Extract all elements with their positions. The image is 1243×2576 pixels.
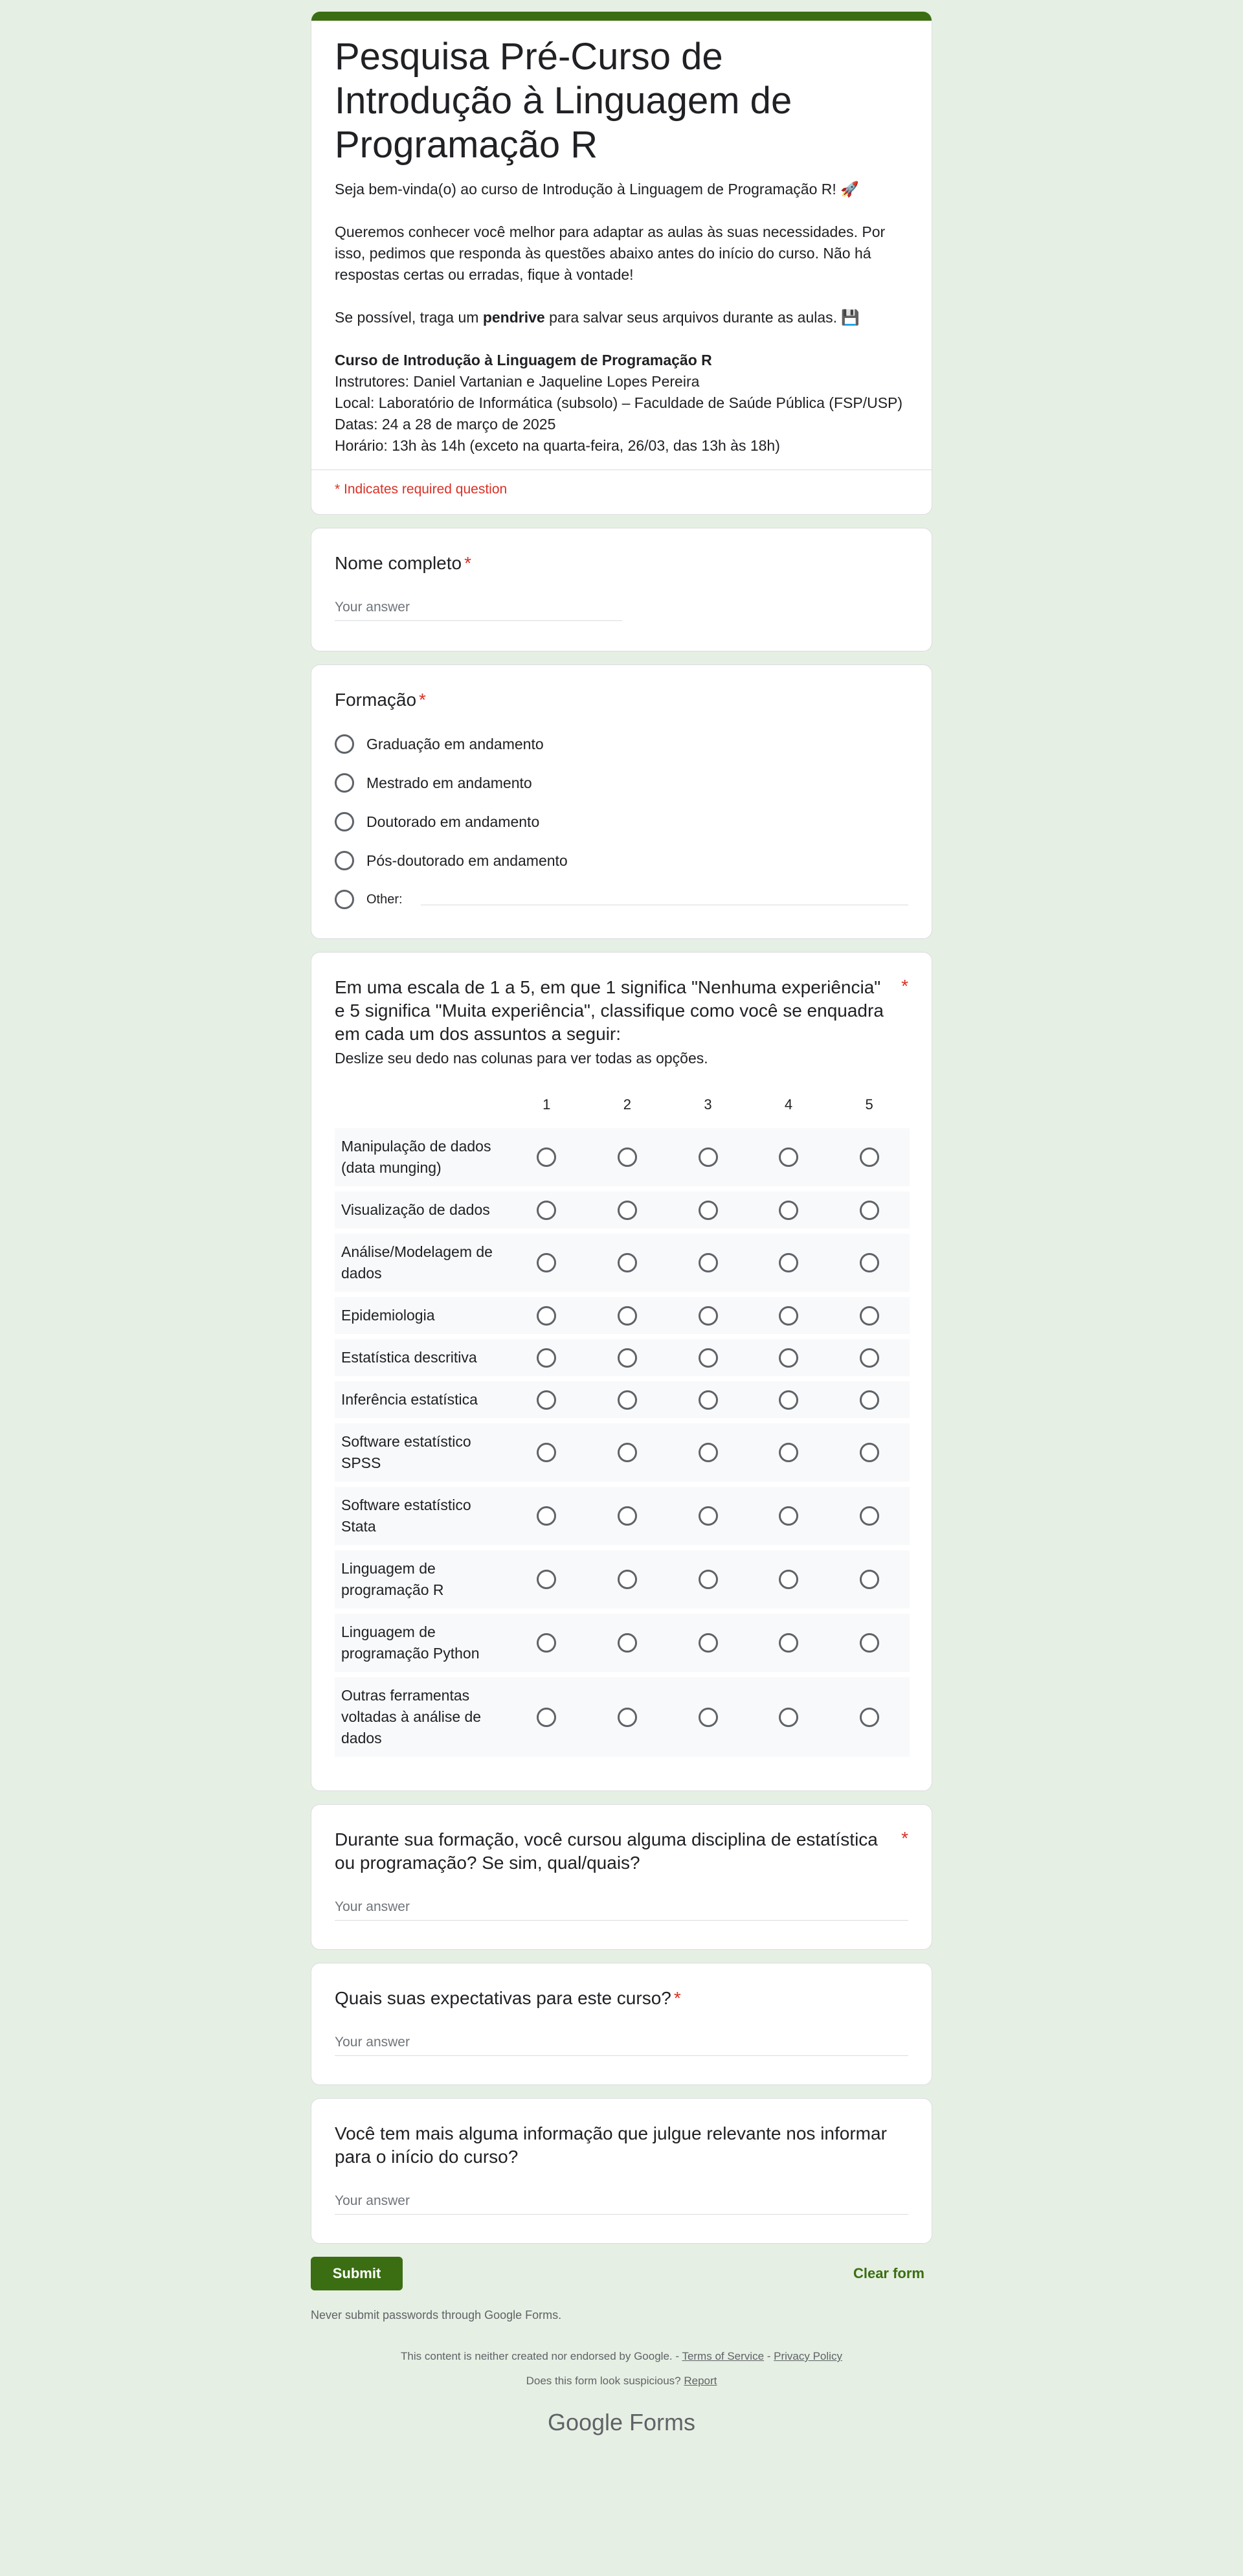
grid-row — [335, 1614, 910, 1672]
grid-radio-button[interactable] — [699, 1708, 718, 1727]
grid-radio-button[interactable] — [537, 1708, 556, 1727]
option-label: Doutorado em andamento — [366, 813, 540, 830]
rating-grid — [335, 1087, 910, 1757]
grid-row-label: Software estatístico SPSS — [341, 1433, 471, 1471]
grid-radio-button[interactable] — [699, 1306, 718, 1326]
grid-radio-button[interactable] — [537, 1253, 556, 1272]
option-other-label: Other: — [366, 892, 403, 907]
radio-button[interactable] — [335, 773, 354, 793]
option-formacao[interactable] — [335, 802, 908, 841]
grid-row — [335, 1381, 910, 1418]
footer — [311, 2344, 932, 2393]
grid-radio-button[interactable] — [618, 1348, 637, 1368]
grid-row-label: Inferência estatística — [341, 1391, 478, 1408]
intro-text: Queremos conhecer você melhor para adaptar as aulas às suas necessidades. Por isso, pedimos que responda às questões abaixo antes do início do curso. Não há respostas certas ou erradas, fique à vontade! — [335, 223, 886, 283]
grid-row — [335, 1128, 910, 1186]
required-star: * — [464, 553, 471, 573]
grid-radio-button[interactable] — [618, 1708, 637, 1727]
grid-radio-button[interactable] — [860, 1633, 879, 1653]
grid-row-label: Linguagem de programação R — [341, 1560, 444, 1598]
grid-radio-button[interactable] — [618, 1306, 637, 1326]
grid-header — [335, 1087, 910, 1123]
google-forms-logo[interactable]: Google Forms — [547, 2409, 696, 2435]
grid-radio-button[interactable] — [618, 1201, 637, 1220]
grid-row-label: Manipulação de dados (data munging) — [341, 1138, 491, 1176]
grid-column-header: 4 — [784, 1096, 793, 1113]
grid-radio-button[interactable] — [537, 1633, 556, 1653]
grid-row-label: Software estatístico Stata — [341, 1497, 471, 1535]
required-star: * — [673, 1988, 681, 2008]
grid-radio-button[interactable] — [699, 1443, 718, 1462]
form-container — [311, 12, 932, 2436]
grid-row — [335, 1677, 910, 1757]
submit-button[interactable]: Submit — [311, 2257, 403, 2290]
radio-button[interactable] — [335, 890, 354, 909]
required-star: * — [419, 690, 426, 710]
grid-row — [335, 1192, 910, 1228]
privacy-link[interactable]: Privacy Policy — [774, 2350, 842, 2362]
grid-radio-button[interactable] — [699, 1633, 718, 1653]
grid-radio-button[interactable] — [699, 1390, 718, 1410]
grid-column-header: 1 — [543, 1096, 551, 1113]
grid-radio-button[interactable] — [537, 1390, 556, 1410]
form-title: Pesquisa Pré-Curso de Introdução à Linguagem de Programação R — [335, 36, 792, 166]
grid-radio-button[interactable] — [779, 1708, 798, 1727]
grid-radio-button[interactable] — [860, 1390, 879, 1410]
grid-radio-button[interactable] — [537, 1201, 556, 1220]
question-grid-experiencia — [311, 952, 932, 1791]
grid-row — [335, 1423, 910, 1482]
required-star: * — [901, 1828, 908, 1848]
grid-row — [335, 1234, 910, 1292]
radio-button[interactable] — [335, 734, 354, 754]
grid-radio-button[interactable] — [779, 1570, 798, 1589]
grid-radio-button[interactable] — [779, 1390, 798, 1410]
grid-radio-button[interactable] — [618, 1443, 637, 1462]
radio-button[interactable] — [335, 851, 354, 870]
question-title: Formação * — [335, 690, 426, 710]
option-formacao[interactable] — [335, 841, 908, 880]
terms-link[interactable]: Terms of Service — [682, 2350, 765, 2362]
grid-row — [335, 1339, 910, 1376]
grid-radio-button[interactable] — [860, 1348, 879, 1368]
grid-radio-button[interactable] — [537, 1443, 556, 1462]
option-other[interactable] — [335, 880, 908, 919]
grid-radio-button[interactable] — [779, 1147, 798, 1167]
grid-radio-button[interactable] — [779, 1633, 798, 1653]
disciplina-input[interactable]: Your answer — [335, 1899, 908, 1921]
grid-column-header: 5 — [865, 1096, 873, 1113]
radio-button[interactable] — [335, 812, 354, 831]
expectativas-input[interactable]: Your answer — [335, 2035, 908, 2056]
instructors-text: Instrutores: Daniel Vartanian e Jaqueline Lopes Pereira — [335, 373, 700, 390]
grid-row — [335, 1487, 910, 1545]
grid-row-label: Outras ferramentas voltadas à análise de dados — [341, 1687, 482, 1746]
welcome-text: Seja bem-vinda(o) ao curso de Introdução à Linguagem de Programação R! 🚀 — [335, 181, 859, 198]
grid-radio-button[interactable] — [860, 1443, 879, 1462]
grid-radio-button[interactable] — [537, 1570, 556, 1589]
grid-radio-button[interactable] — [860, 1253, 879, 1272]
endorse-line: This content is neither created nor endorsed by Google. - Terms of Service - Privacy Policy — [401, 2350, 842, 2362]
grid-radio-button[interactable] — [699, 1570, 718, 1589]
clear-form-button[interactable]: Clear form — [853, 2265, 924, 2281]
grid-radio-button[interactable] — [618, 1147, 637, 1167]
grid-row — [335, 1297, 910, 1334]
required-note: * Indicates required question — [311, 469, 932, 514]
question-title: Durante sua formação, você cursou alguma disciplina de estatística ou programação? Se sim, qual/quais? — [335, 1829, 878, 1873]
report-link[interactable]: Report — [684, 2375, 717, 2387]
grid-radio-button[interactable] — [537, 1306, 556, 1326]
option-formacao[interactable] — [335, 725, 908, 763]
form-actions — [311, 2257, 932, 2290]
question-disciplina — [311, 1804, 932, 1950]
option-formacao[interactable] — [335, 763, 908, 802]
option-label: Graduação em andamento — [366, 735, 544, 752]
grid-row-label: Linguagem de programação Python — [341, 1623, 480, 1662]
grid-radio-button[interactable] — [860, 1708, 879, 1727]
grid-radio-button[interactable] — [618, 1633, 637, 1653]
grid-radio-button[interactable] — [779, 1348, 798, 1368]
grid-radio-button[interactable] — [860, 1570, 879, 1589]
form-description — [335, 179, 908, 457]
form-header-card — [311, 12, 932, 515]
suspicious-line: Does this form look suspicious? Report — [526, 2375, 717, 2387]
grid-radio-button[interactable] — [860, 1147, 879, 1167]
grid-radio-button[interactable] — [537, 1506, 556, 1526]
grid-radio-button[interactable] — [537, 1147, 556, 1167]
grid-row — [335, 1550, 910, 1609]
grid-radio-button[interactable] — [699, 1348, 718, 1368]
grid-radio-button[interactable] — [537, 1348, 556, 1368]
grid-radio-button[interactable] — [779, 1253, 798, 1272]
grid-radio-button[interactable] — [779, 1201, 798, 1220]
password-warning: Never submit passwords through Google Forms. — [311, 2309, 562, 2322]
option-label: Pós-doutorado em andamento — [366, 852, 568, 869]
option-label: Mestrado em andamento — [366, 774, 532, 791]
grid-radio-button[interactable] — [860, 1306, 879, 1326]
question-info-adicional — [311, 2098, 932, 2244]
grid-radio-button[interactable] — [860, 1201, 879, 1220]
required-star: * — [901, 976, 908, 996]
question-title: Em uma escala de 1 a 5, em que 1 significa "Nenhuma experiência" e 5 significa "Muita experiência", classifique como você se enquadra em cada um dos assuntos a seguir: — [335, 977, 884, 1044]
grid-radio-button[interactable] — [618, 1570, 637, 1589]
question-subtitle: Deslize seu dedo nas colunas para ver todas as opções. — [335, 1050, 708, 1067]
grid-radio-button[interactable] — [699, 1201, 718, 1220]
grid-row-label: Análise/Modelagem de dados — [341, 1243, 493, 1282]
grid-column-header: 3 — [704, 1096, 712, 1113]
schedule-text: Horário: 13h às 14h (exceto na quarta-feira, 26/03, das 13h às 18h) — [335, 437, 780, 454]
question-title: Você tem mais alguma informação que julgue relevante nos informar para o início do curso? — [335, 2123, 887, 2167]
grid-row-label: Epidemiologia — [341, 1307, 435, 1324]
grid-row-label: Estatística descritiva — [341, 1349, 477, 1366]
grid-radio-button[interactable] — [779, 1506, 798, 1526]
nome-completo-input[interactable]: Your answer — [335, 600, 622, 621]
grid-radio-button[interactable] — [618, 1253, 637, 1272]
grid-radio-button[interactable] — [699, 1147, 718, 1167]
dates-text: Datas: 24 a 28 de março de 2025 — [335, 416, 556, 433]
grid-radio-button[interactable] — [618, 1390, 637, 1410]
course-name: Curso de Introdução à Linguagem de Programação R — [335, 352, 712, 368]
question-formacao — [311, 664, 932, 939]
header-accent-bar — [311, 12, 932, 21]
grid-column-header: 2 — [623, 1096, 631, 1113]
pendrive-text: Se possível, traga um pendrive para salvar seus arquivos durante as aulas. 💾 — [335, 309, 860, 326]
question-title: Nome completo * — [335, 553, 471, 573]
grid-radio-button[interactable] — [779, 1306, 798, 1326]
grid-radio-button[interactable] — [618, 1506, 637, 1526]
question-expectativas — [311, 1963, 932, 2085]
question-title: Quais suas expectativas para este curso? * — [335, 1988, 681, 2008]
grid-radio-button[interactable] — [860, 1506, 879, 1526]
info-adicional-input[interactable]: Your answer — [335, 2193, 908, 2215]
grid-row-label: Visualização de dados — [341, 1201, 490, 1218]
location-text: Local: Laboratório de Informática (subsolo) – Faculdade de Saúde Pública (FSP/USP) — [335, 394, 903, 411]
grid-radio-button[interactable] — [779, 1443, 798, 1462]
question-nome-completo — [311, 528, 932, 651]
grid-radio-button[interactable] — [699, 1253, 718, 1272]
grid-radio-button[interactable] — [699, 1506, 718, 1526]
